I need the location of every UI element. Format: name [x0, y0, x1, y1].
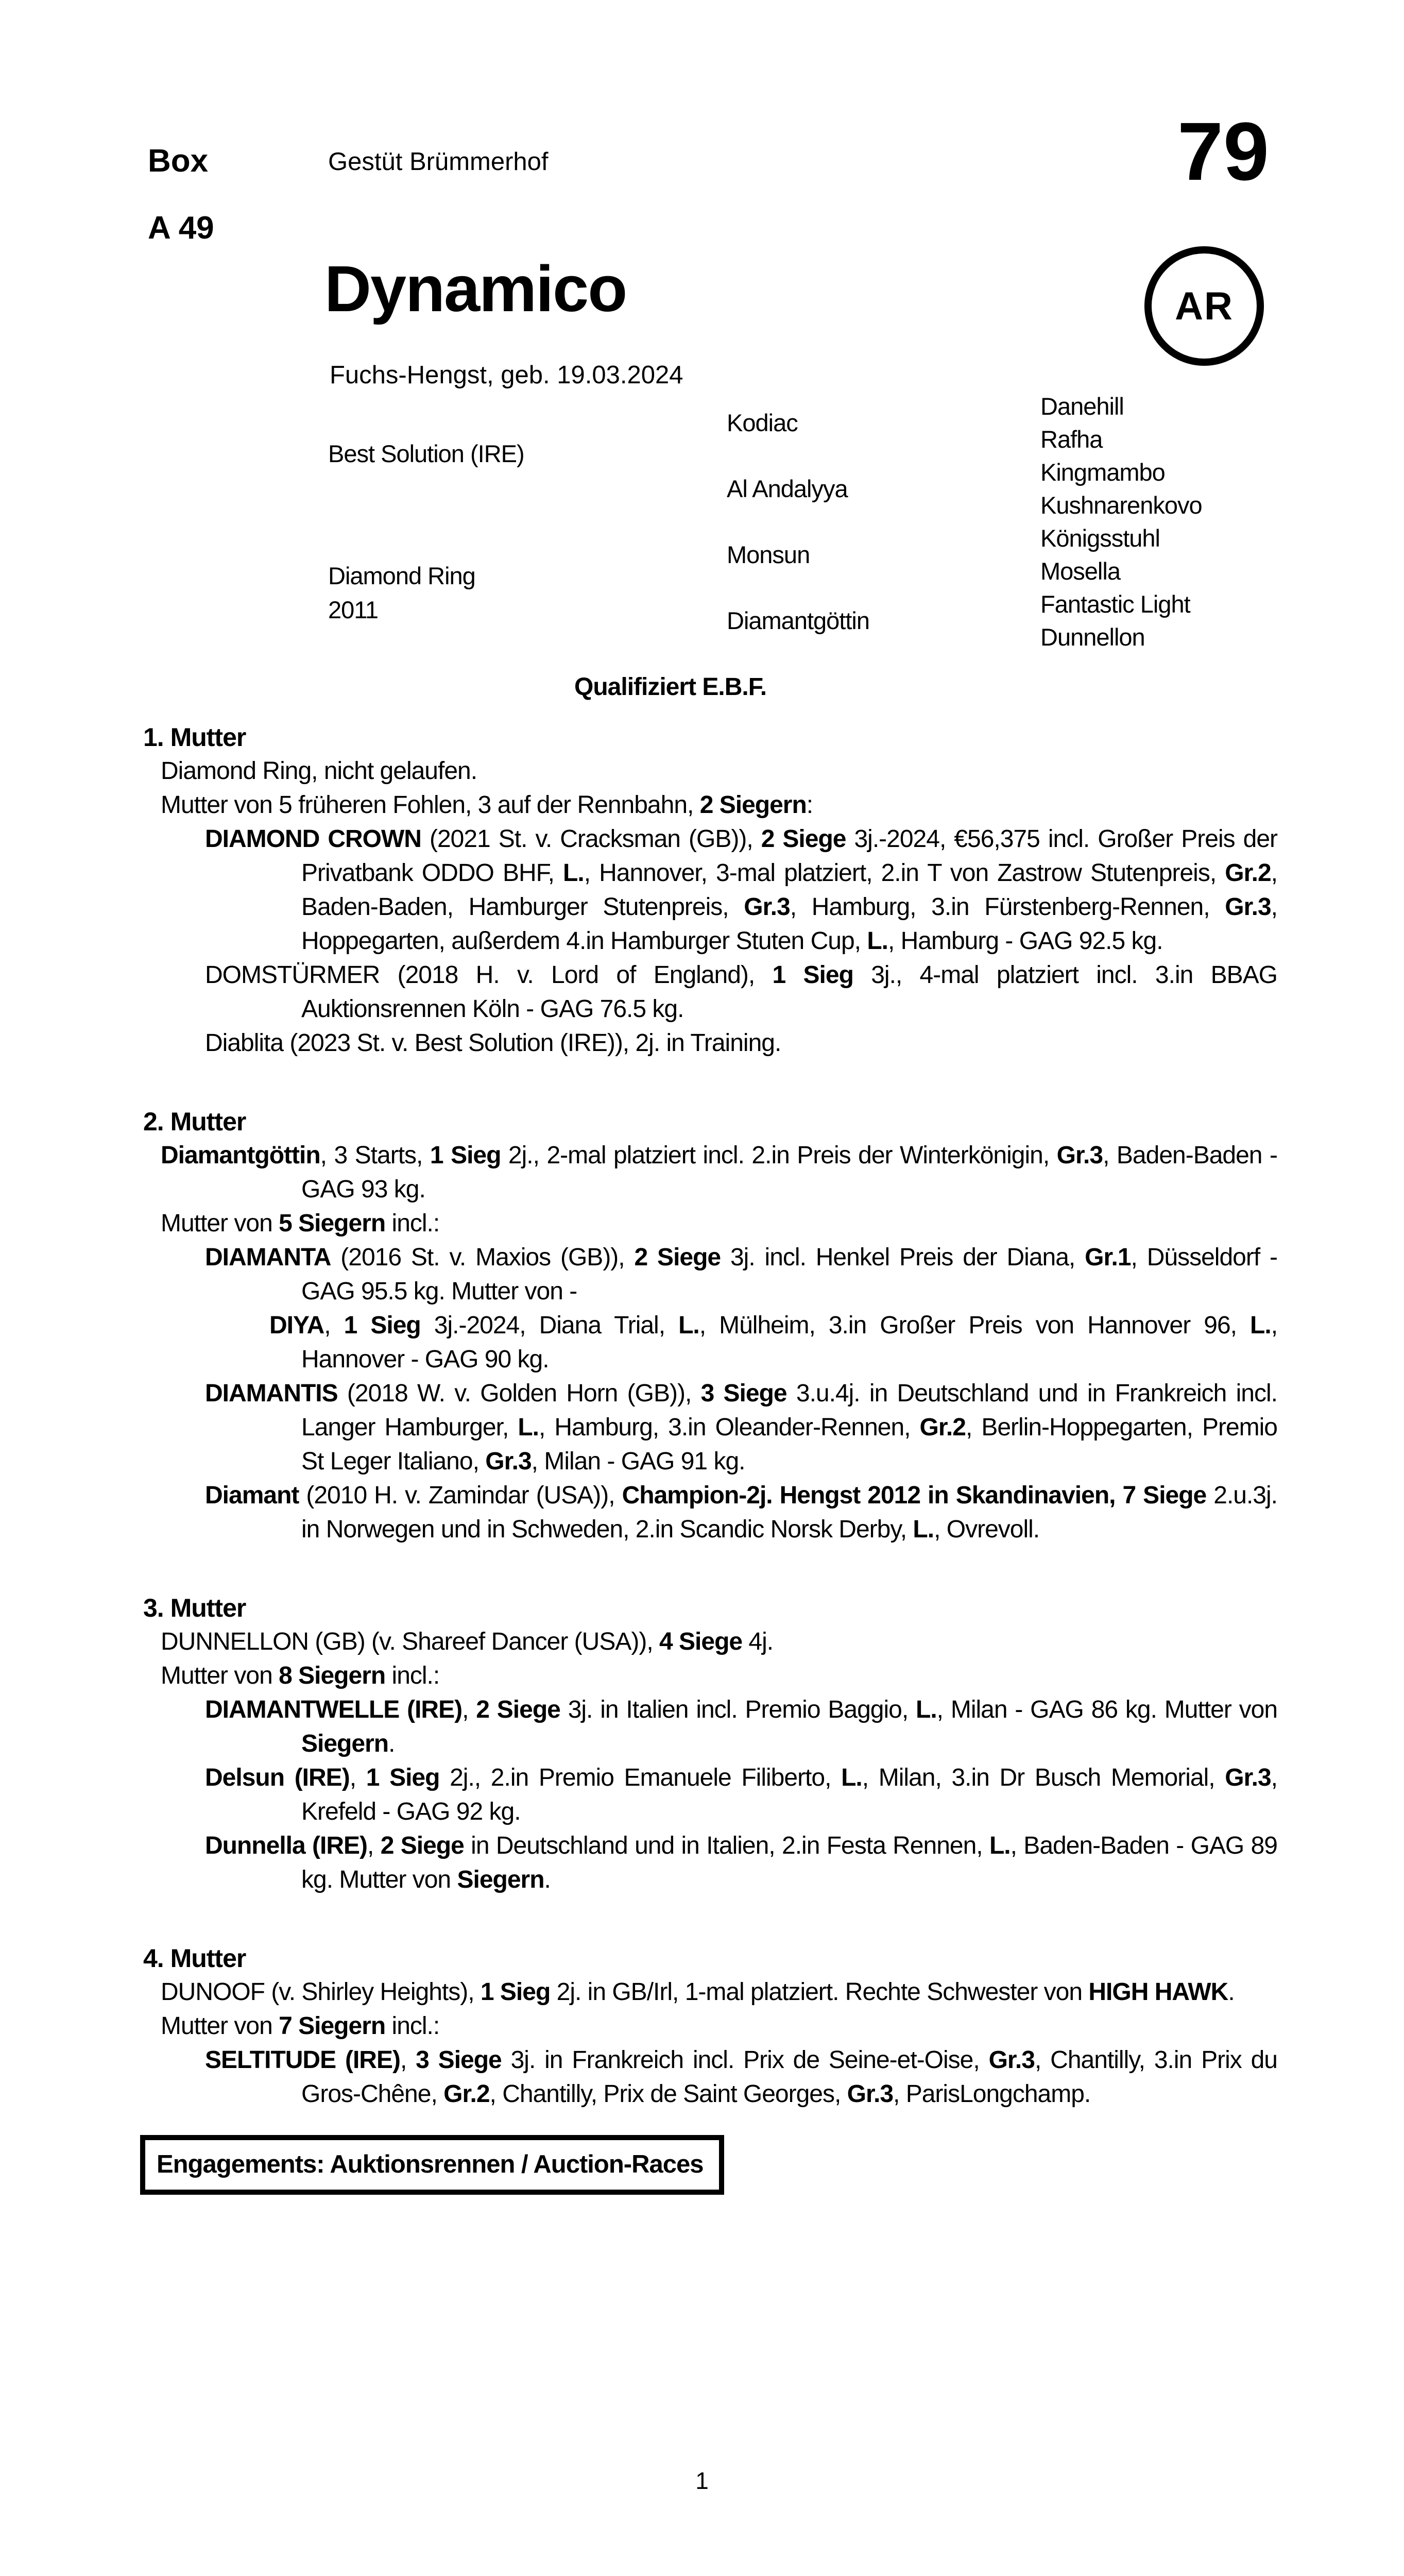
black-type-text: 1 Sieg — [366, 1764, 440, 1791]
catalog-text: 3j. in Italien incl. Premio Baggio, — [560, 1696, 916, 1723]
catalog-text: , Milan - GAG 91 kg. — [531, 1448, 745, 1475]
catalog-text: (2018 W. v. Golden Horn (GB)), — [337, 1380, 701, 1407]
box-stall-number: A 49 — [148, 210, 214, 246]
produce-summary — [0, 788, 1277, 822]
black-type-text: 1 Sieg — [480, 1978, 551, 2006]
black-type-text: DIYA — [269, 1312, 324, 1339]
pedigree-maternal-grandsire: Monsun — [727, 541, 810, 568]
section-title: 4. Mutter — [143, 1944, 246, 1973]
catalog-text: . — [388, 1730, 395, 1757]
black-type-text: 1 Sieg — [344, 1312, 421, 1339]
horse-name: Dynamico — [324, 252, 627, 325]
catalog-text: , Düsseldorf - GAG 95.5 kg. Mutter von - — [301, 1244, 1278, 1305]
black-type-text: Dunnella (IRE) — [205, 1832, 368, 1859]
section-3-mutter — [0, 1591, 1277, 1897]
black-type-text: DIAMOND CROWN — [205, 825, 421, 853]
catalog-text: , — [400, 2046, 416, 2074]
catalog-text: , Hamburg, 3.in Oleander-Rennen, — [538, 1414, 920, 1441]
catalog-text: , Milan, 3.in Dr Busch Memorial, — [862, 1764, 1225, 1791]
catalog-text: (2016 St. v. Maxios (GB)), — [331, 1244, 635, 1271]
black-type-text: 3 Siege — [700, 1380, 787, 1407]
section-title: 2. Mutter — [143, 1107, 246, 1136]
breeder-brand-badge — [1144, 246, 1264, 366]
catalog-text: 3j.-2024, Diana Trial, — [420, 1312, 679, 1339]
black-type-text: L. — [563, 859, 584, 887]
catalog-text: Mutter von — [161, 2012, 279, 2040]
black-type-text: 2 Siege — [380, 1832, 464, 1859]
pedigree-maternal-granddam: Diamantgöttin — [727, 607, 869, 634]
pedigree-great-grandparent: Kushnarenkovo — [1040, 492, 1202, 519]
catalog-text: Diamond Ring, nicht gelaufen. — [161, 757, 477, 785]
black-type-text: 1 Sieg — [430, 1142, 501, 1169]
catalog-text: 3.u.4j. in Deutschland und in Frankreich incl. Langer Hamburger, — [301, 1380, 1277, 1441]
black-type-text: 4 Siege — [659, 1628, 743, 1655]
black-type-text: L. — [1250, 1312, 1271, 1339]
black-type-text: Siegern — [301, 1730, 389, 1757]
section-4-mutter — [0, 1941, 1277, 2111]
foal-entry — [0, 2043, 1277, 2111]
catalog-text: , Chantilly, Prix de Saint Georges, — [489, 2080, 847, 2108]
black-type-text: L. — [913, 1516, 934, 1543]
dam-record-line — [0, 1139, 1277, 1207]
catalog-text: , Ovrevoll. — [934, 1516, 1040, 1543]
catalog-text: , Milan - GAG 86 kg. Mutter von — [936, 1696, 1278, 1723]
box-block — [148, 128, 214, 262]
catalog-text: , Chantilly, 3.in Prix du Gros-Chêne, — [301, 2046, 1278, 2108]
black-type-text: HIGH HAWK — [1088, 1978, 1228, 2006]
black-type-text: L. — [678, 1312, 699, 1339]
catalog-text: , Baden-Baden, Hamburger Stutenpreis, — [301, 859, 1277, 921]
black-type-text: Gr.3 — [988, 2046, 1035, 2074]
catalog-text: , Baden-Baden - GAG 89 kg. Mutter von — [301, 1832, 1278, 1893]
black-type-text: L. — [916, 1696, 937, 1723]
foal-entry — [0, 1241, 1277, 1309]
catalog-text: , — [324, 1312, 344, 1339]
black-type-text: Champion-2j. Hengst 2012 in Skandinavien, 7 Siege — [622, 1482, 1207, 1509]
catalog-text: 2j. in GB/Irl, 1-mal platziert. Rechte Schwester von — [550, 1978, 1089, 2006]
black-type-text: 7 Siegern — [279, 2012, 386, 2040]
black-type-text: Gr.2 — [443, 2080, 490, 2108]
catalog-text: , — [367, 1832, 381, 1859]
foal-entry — [0, 1829, 1277, 1897]
black-type-text: Gr.3 — [1056, 1142, 1103, 1169]
black-type-text: 2 Siege — [634, 1244, 721, 1271]
pedigree-great-grandparent: Dunnellon — [1040, 623, 1145, 651]
dam-record-line — [0, 1975, 1277, 2009]
lot-number: 79 — [1177, 105, 1269, 197]
black-type-text: Diamantgöttin — [161, 1142, 320, 1169]
catalog-text: , Hannover, 3-mal platziert, 2.in T von Zastrow Stutenpreis, — [584, 859, 1225, 887]
ebf-qualification: Qualifiziert E.B.F. — [574, 673, 767, 701]
black-type-text: Gr.2 — [919, 1414, 966, 1441]
catalog-text: 3j. incl. Henkel Preis der Diana, — [721, 1244, 1085, 1271]
catalog-text: , — [349, 1764, 366, 1791]
catalog-text: Mutter von — [161, 1210, 279, 1237]
catalog-text: 4j. — [742, 1628, 774, 1655]
black-type-text: Diamant — [205, 1482, 299, 1509]
black-type-text: 2 Siegern — [699, 791, 807, 819]
catalog-text: (2010 H. v. Zamindar (USA)), — [299, 1482, 622, 1509]
catalog-text: , Hoppegarten, außerdem 4.in Hamburger Stuten Cup, — [301, 893, 1277, 955]
pedigree-dam-year: 2011 — [328, 596, 379, 623]
black-type-text: L. — [867, 927, 888, 955]
pedigree-paternal-grandsire: Kodiac — [727, 409, 798, 436]
catalog-text: , 3 Starts, — [320, 1142, 430, 1169]
section-2-mutter — [0, 1105, 1277, 1547]
black-type-text: Siegern — [457, 1866, 544, 1893]
catalog-text: 2j., 2-mal platziert incl. 2.in Preis der Winterkönigin, — [501, 1142, 1057, 1169]
produce-summary — [0, 1659, 1277, 1693]
section-1-mutter — [0, 720, 1277, 1060]
catalog-text: Mutter von — [161, 1662, 279, 1689]
catalog-text: DUNOOF (v. Shirley Heights), — [161, 1978, 481, 2006]
catalog-text: , Berlin-Hoppegarten, Premio St Leger Italiano, — [301, 1414, 1277, 1475]
catalog-text: 3j. in Frankreich incl. Prix de Seine-et-Oise, — [501, 2046, 989, 2074]
black-type-text: Gr.3 — [485, 1448, 532, 1475]
catalog-text: , Mülheim, 3.in Großer Preis von Hannover 96, — [699, 1312, 1251, 1339]
catalog-text: Diablita (2023 St. v. Best Solution (IRE)), 2j. in Training. — [205, 1029, 781, 1057]
black-type-text: 1 Sieg — [772, 961, 853, 989]
box-label: Box — [148, 143, 209, 179]
consignor-name: Gestüt Brümmerhof — [328, 148, 549, 176]
catalog-body — [0, 720, 1277, 2195]
pedigree-sire: Best Solution (IRE) — [328, 440, 524, 467]
foal-sub-entry — [0, 1309, 1277, 1377]
foal-entry — [0, 1026, 1277, 1060]
catalog-text: , Baden-Baden - GAG 93 kg. — [301, 1142, 1277, 1203]
black-type-text: L. — [518, 1414, 539, 1441]
dam-record-line — [0, 1625, 1277, 1659]
foal-entry — [0, 1761, 1277, 1829]
catalog-text: , Hamburg - GAG 92.5 kg. — [887, 927, 1163, 955]
black-type-text: DIAMANTIS — [205, 1380, 338, 1407]
black-type-text: L. — [841, 1764, 862, 1791]
page-number: 1 — [695, 2467, 709, 2494]
section-title: 3. Mutter — [143, 1594, 246, 1622]
engagements-box — [140, 2135, 724, 2195]
catalog-text: Mutter von 5 früheren Fohlen, 3 auf der Rennbahn, — [161, 791, 700, 819]
foal-entry — [0, 958, 1277, 1026]
catalog-text: incl.: — [385, 1210, 440, 1237]
pedigree-great-grandparent: Fantastic Light — [1040, 590, 1190, 618]
catalog-text: , Hamburg, 3.in Fürstenberg-Rennen, — [790, 893, 1225, 921]
black-type-text: L. — [989, 1832, 1011, 1859]
foal-entry — [0, 1479, 1277, 1547]
black-type-text: 2 Siege — [476, 1696, 560, 1723]
brand-initials: AR — [1175, 284, 1234, 328]
catalog-text: , — [462, 1696, 476, 1723]
catalog-text: incl.: — [385, 1662, 440, 1689]
catalog-text: : — [806, 791, 813, 819]
produce-summary — [0, 2009, 1277, 2043]
catalog-text: incl.: — [385, 2012, 440, 2040]
catalog-text: . — [1228, 1978, 1235, 2006]
black-type-text: Gr.3 — [847, 2080, 894, 2108]
catalog-text: 3j.-2024, €56,375 incl. Großer Preis der Privatbank ODDO BHF, — [301, 825, 1278, 887]
pedigree-paternal-granddam: Al Andalyya — [727, 475, 848, 502]
pedigree-great-grandparent: Königsstuhl — [1040, 524, 1160, 552]
black-type-text: DIAMANTA — [205, 1244, 331, 1271]
catalog-text: 2j., 2.in Premio Emanuele Filiberto, — [439, 1764, 842, 1791]
black-type-text: SELTITUDE (IRE) — [205, 2046, 400, 2074]
catalog-text: 2.u.3j. in Norwegen und in Schweden, 2.in Scandic Norsk Derby, — [301, 1482, 1278, 1543]
pedigree-great-grandparent: Rafha — [1040, 426, 1103, 453]
black-type-text: 8 Siegern — [279, 1662, 386, 1689]
catalog-text: , Hannover - GAG 90 kg. — [301, 1312, 1278, 1373]
catalog-text: . — [544, 1866, 551, 1893]
pedigree-dam: Diamond Ring — [328, 562, 475, 589]
foal-entry — [0, 822, 1277, 958]
pedigree-great-grandparent: Mosella — [1040, 557, 1120, 585]
black-type-text: Gr.3 — [1225, 1764, 1271, 1791]
black-type-text: Gr.2 — [1225, 859, 1271, 887]
catalog-text: 3j., 4-mal platziert incl. 3.in BBAG Auktionsrennen Köln - GAG 76.5 kg. — [301, 961, 1277, 1023]
black-type-text: Gr.3 — [1225, 893, 1271, 921]
black-type-text: DIAMANTWELLE (IRE) — [205, 1696, 463, 1723]
black-type-text: 3 Siege — [416, 2046, 502, 2074]
black-type-text: 2 Siege — [761, 825, 846, 853]
pedigree-great-grandparent: Kingmambo — [1040, 459, 1165, 486]
pedigree-great-grandparent: Danehill — [1040, 393, 1124, 420]
black-type-text: Delsun (IRE) — [205, 1764, 350, 1791]
catalog-text: DUNNELLON (GB) (v. Shareef Dancer (USA)), — [161, 1628, 659, 1655]
engagements-label: Engagements: Auktionsrennen / Auction-Races — [157, 2150, 704, 2178]
produce-summary — [0, 1207, 1277, 1241]
black-type-text: 5 Siegern — [279, 1210, 386, 1237]
dam-record-line — [0, 754, 1277, 788]
foal-entry — [0, 1377, 1277, 1479]
catalog-text: DOMSTÜRMER (2018 H. v. Lord of England), — [205, 961, 773, 989]
catalog-text: , Krefeld - GAG 92 kg. — [301, 1764, 1278, 1825]
black-type-text: Gr.3 — [744, 893, 790, 921]
section-title: 1. Mutter — [143, 723, 246, 752]
catalog-text: , ParisLongchamp. — [893, 2080, 1091, 2108]
horse-birth-details: Fuchs-Hengst, geb. 19.03.2024 — [330, 361, 683, 389]
black-type-text: Gr.1 — [1085, 1244, 1131, 1271]
foal-entry — [0, 1693, 1277, 1761]
catalog-text: (2021 St. v. Cracksman (GB)), — [421, 825, 761, 853]
catalog-text: in Deutschland und in Italien, 2.in Festa Rennen, — [464, 1832, 989, 1859]
